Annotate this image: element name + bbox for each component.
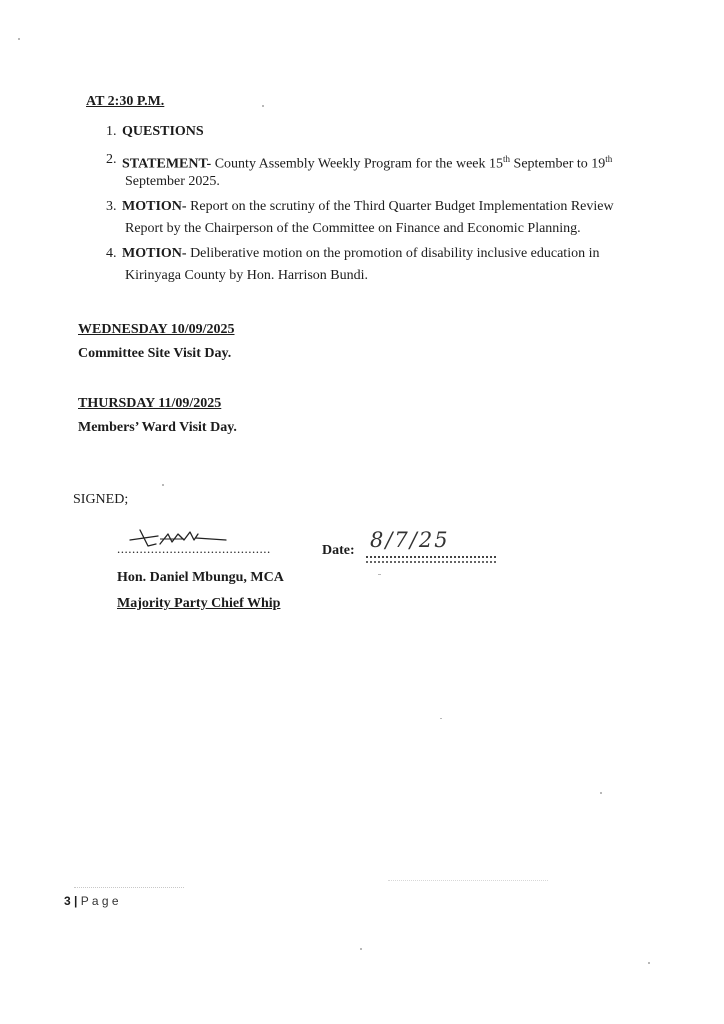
- signatory-role: Majority Party Chief Whip: [117, 596, 281, 611]
- scan-speck: [600, 792, 602, 794]
- agenda-item-number: 3.: [106, 199, 117, 214]
- wednesday-heading: WEDNESDAY 10/09/2025: [78, 322, 235, 337]
- agenda-item-title: MOTION-: [122, 199, 187, 214]
- signature-dots: .........................................: [117, 541, 271, 556]
- footer-rule: [74, 887, 184, 888]
- agenda-item-number: 4.: [106, 246, 117, 261]
- agenda-item-text: Report on the scrutiny of the Third Quarter Budget Implementation Review: [186, 199, 614, 214]
- scan-speck: [18, 38, 20, 40]
- agenda-item-number: 1.: [106, 124, 117, 139]
- page-word: P a g e: [80, 894, 119, 908]
- scan-speck: [162, 484, 164, 486]
- date-label: Date:: [322, 543, 355, 558]
- date-dots: [366, 556, 496, 558]
- agenda-item-title: MOTION-: [122, 246, 187, 261]
- scan-speck: [648, 962, 650, 964]
- date-dots-2: [366, 561, 496, 563]
- agenda-item-continuation: September 2025.: [125, 174, 220, 189]
- superscript: th: [503, 154, 511, 164]
- agenda-item-title: STATEMENT-: [122, 156, 212, 172]
- thursday-text: Members’ Ward Visit Day.: [78, 420, 237, 435]
- thursday-heading: THURSDAY 11/09/2025: [78, 396, 222, 411]
- agenda-item-text: County Assembly Weekly Program for the week 15: [211, 156, 504, 172]
- handwritten-date: 8/7/25: [370, 528, 450, 552]
- page-footer: [64, 894, 119, 908]
- agenda-item-continuation: Kirinyaga County by Hon. Harrison Bundi.: [125, 268, 369, 283]
- agenda-item-continuation: Report by the Chairperson of the Committee on Finance and Economic Planning.: [125, 221, 581, 236]
- agenda-item-title: QUESTIONS: [122, 124, 204, 139]
- scan-speck: [440, 718, 442, 719]
- agenda-item-text: Deliberative motion on the promotion of disability inclusive education in: [186, 246, 600, 261]
- signed-label: SIGNED;: [73, 492, 129, 507]
- footer-separator: |: [74, 894, 78, 908]
- footer-rule-right: [388, 880, 548, 881]
- agenda-item-number: 2.: [106, 152, 117, 167]
- scan-speck: [262, 105, 264, 107]
- agenda-item-text-2: September to 19: [510, 156, 606, 172]
- signatory-name: Hon. Daniel Mbungu, MCA: [117, 570, 284, 585]
- afternoon-heading: AT 2:30 P.M.: [86, 94, 165, 109]
- superscript: th: [605, 154, 613, 164]
- wednesday-text: Committee Site Visit Day.: [78, 346, 232, 361]
- scan-speck: [360, 948, 362, 950]
- page-number: 3: [64, 894, 71, 908]
- scan-speck: [378, 574, 381, 575]
